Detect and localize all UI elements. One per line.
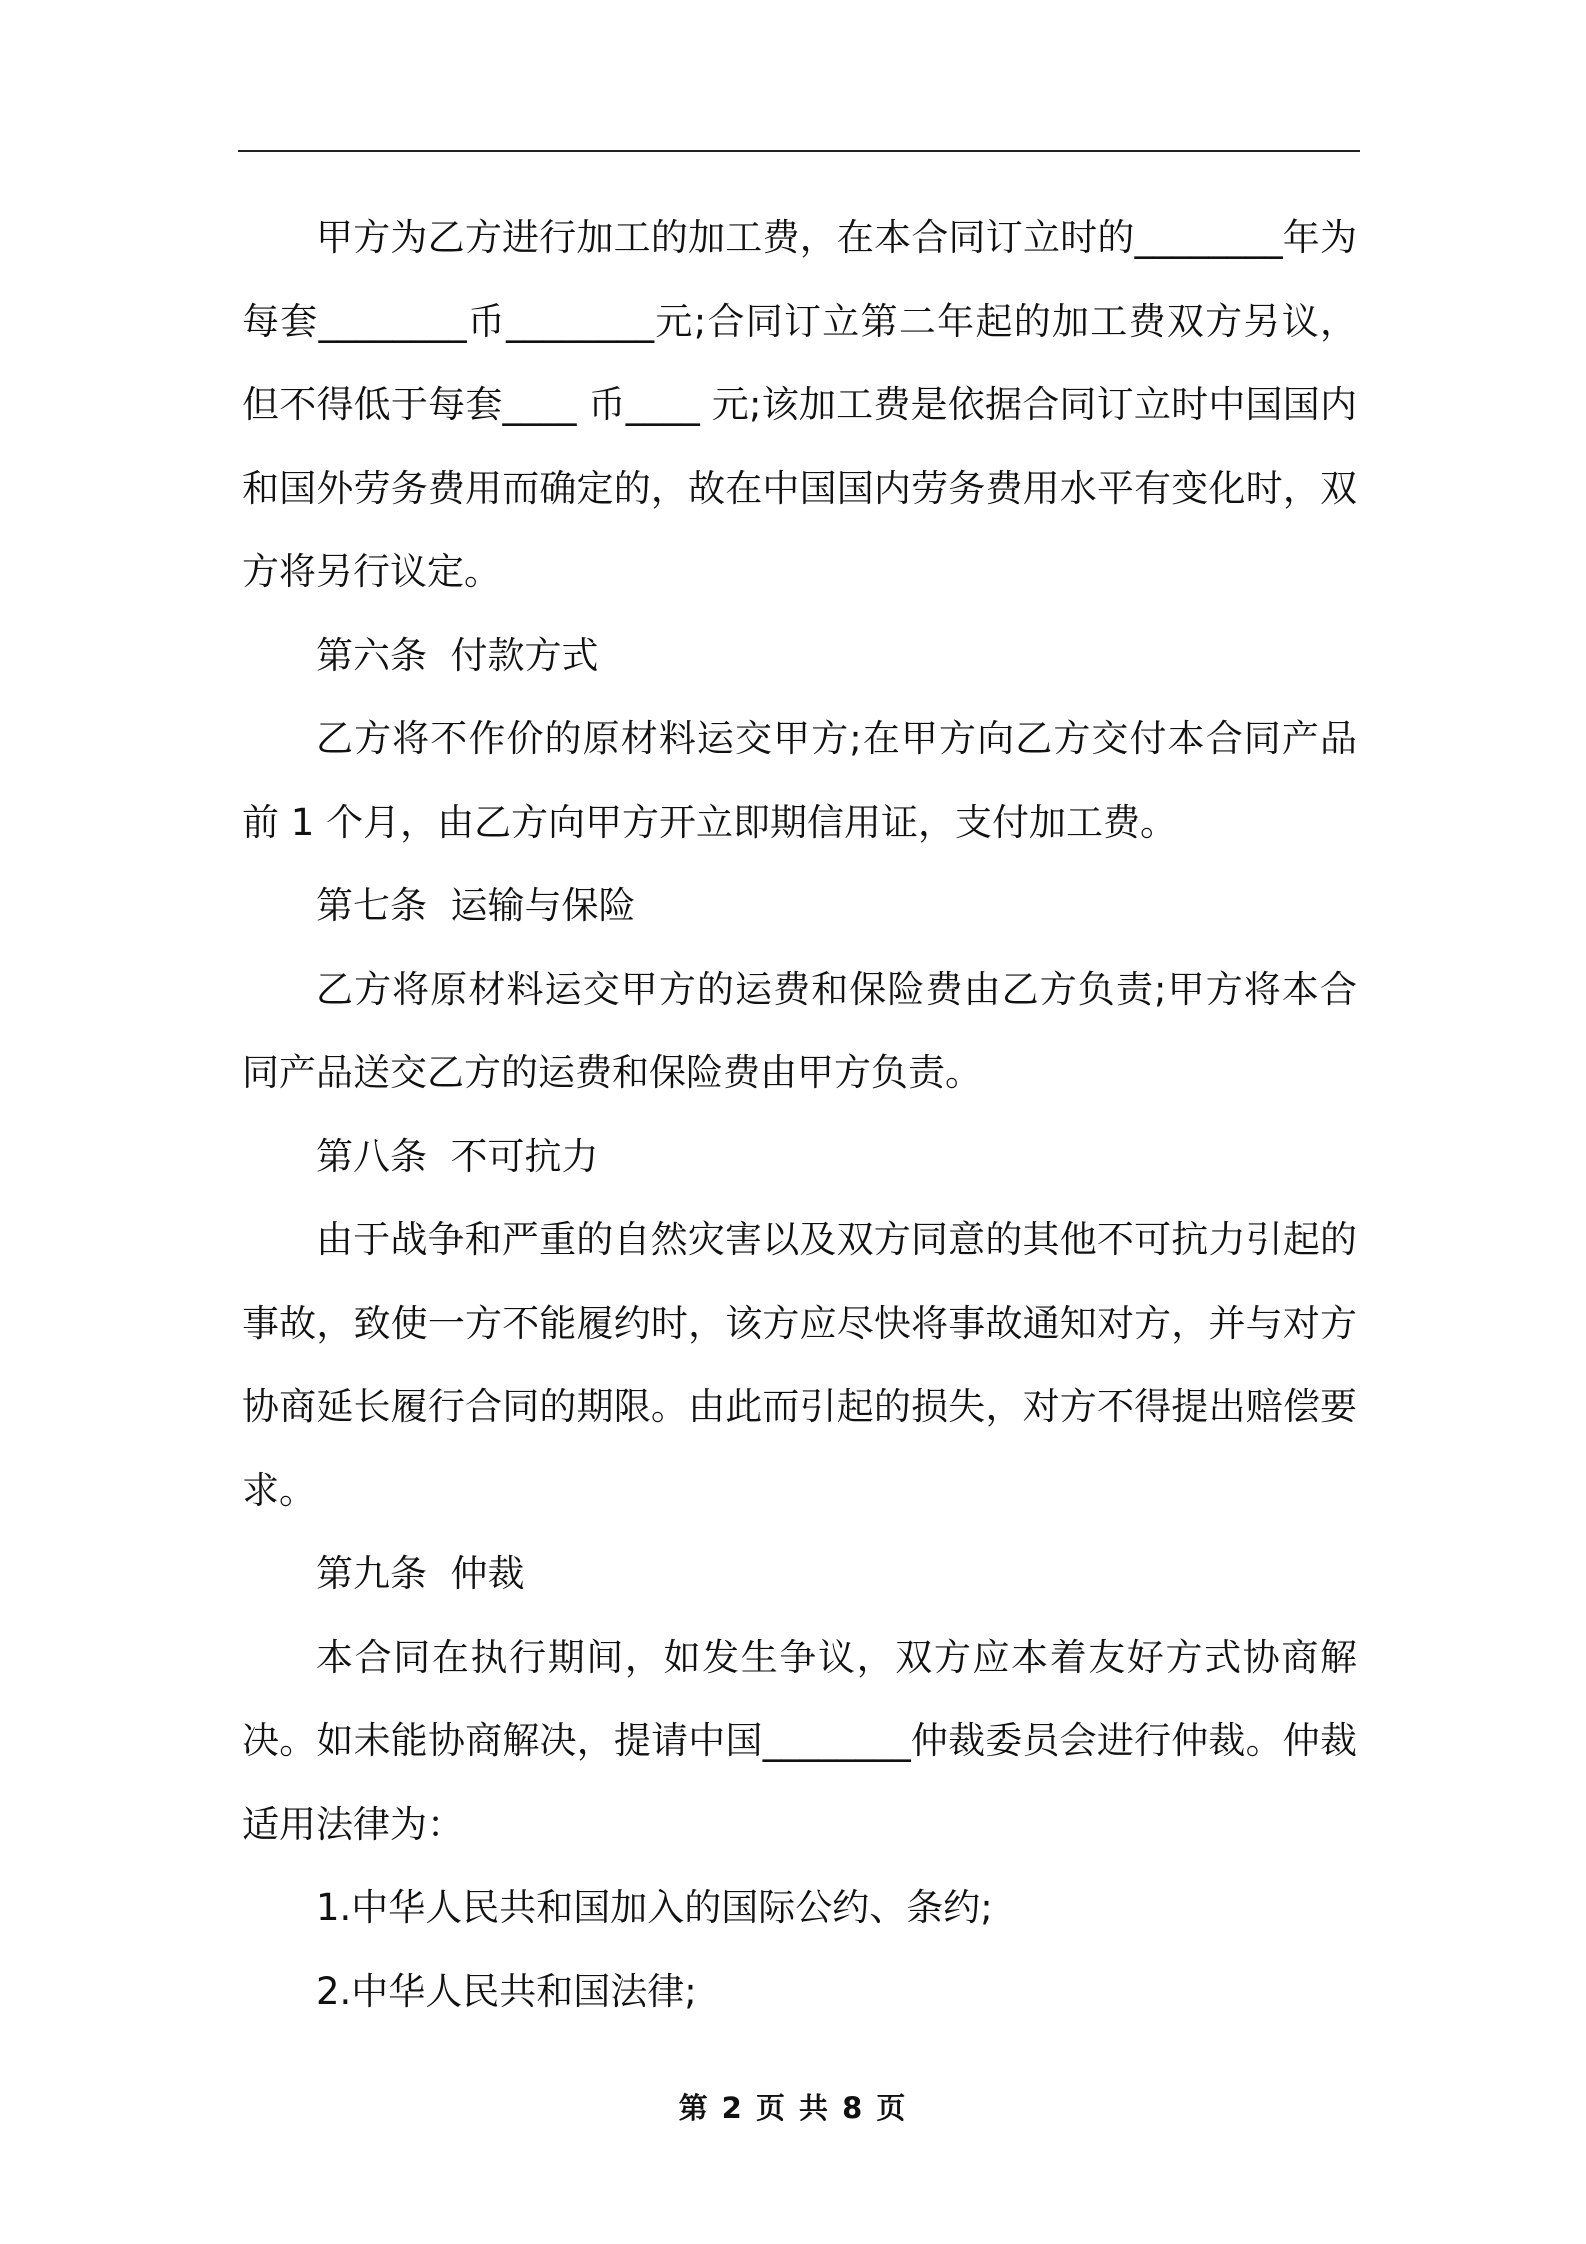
article-9-heading: 第九条 仲裁 <box>316 1552 525 1595</box>
header-divider <box>238 150 1360 152</box>
article-7-heading: 第七条 运输与保险 <box>316 884 636 927</box>
list-item-international-conventions: 1.中华人民共和国加入的国际公约、条约; <box>316 1886 993 1929</box>
list-item-prc-law: 2.中华人民共和国法律; <box>316 1969 697 2013</box>
paragraph-payment-method: 乙方将不作价的原材料运交甲方;在甲方向乙方交付本合同产品前 1 个月，由乙方向甲方开立即期信用证，支付加工费。 <box>242 717 1357 844</box>
paragraph-arbitration: 本合同在执行期间，如发生争议，双方应本着友好方式协商解决。如未能协商解决，提请中国________仲裁委员会进行仲裁。仲裁适用法律为： <box>242 1635 1357 1846</box>
page-number-footer: 第 2 页 共 8 页 <box>678 2091 908 2125</box>
article-8-heading: 第八条 不可抗力 <box>316 1134 599 1178</box>
document-body <box>242 196 1357 2033</box>
paragraph-transport-insurance: 乙方将原材料运交甲方的运费和保险费由乙方负责;甲方将本合同产品送交乙方的运费和保险费由甲方负责。 <box>242 967 1357 1094</box>
paragraph-processing-fee: 甲方为乙方进行加工的加工费，在本合同订立时的________年为每套________币________元;合同订立第二年起的加工费双方另议，但不得低于每套____ 币____ 元;该加工费是依据合同订立时中国国内和国外劳务费用而确定的，故在中国国内劳务费用水平有变化时，双方将另行议定。 <box>242 216 1357 593</box>
article-6-heading: 第六条 付款方式 <box>316 633 599 677</box>
paragraph-force-majeure: 由于战争和严重的自然灾害以及双方同意的其他不可抗力引起的事故，致使一方不能履约时，该方应尽快将事故通知对方，并与对方协商延长履行合同的期限。由此而引起的损失，对方不得提出赔偿要求。 <box>242 1218 1357 1512</box>
